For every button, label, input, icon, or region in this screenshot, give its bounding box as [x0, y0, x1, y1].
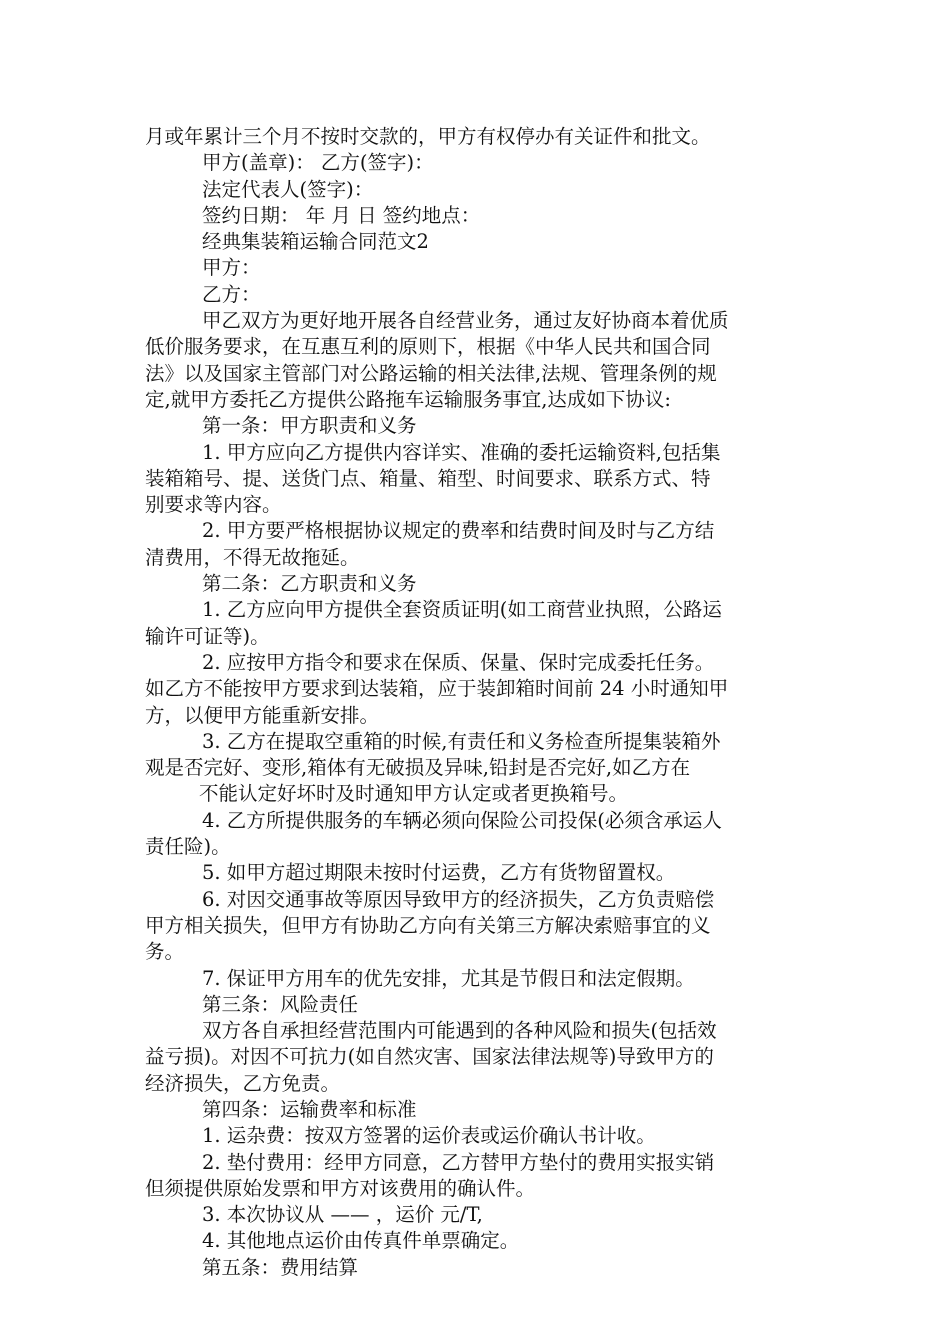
text-line: 3. 乙方在提取空重箱的时候,有责任和义务检查所提集装箱外: [202, 729, 721, 753]
text-line: 1. 运杂费：按双方签署的运价表或运价确认书计收。: [202, 1124, 656, 1148]
text-line: 不能认定好坏时及时通知甲方认定或者更换箱号。: [199, 782, 629, 806]
document-page: [145, 124, 815, 1281]
text-line: 双方各自承担经营范围内可能遇到的各种风险和损失(包括效: [202, 1019, 717, 1043]
text-line: 务。: [145, 940, 185, 964]
text-line: 乙方：: [202, 282, 261, 306]
text-line: 月或年累计三个月不按时交款的，甲方有权停办有关证件和批文。: [145, 125, 711, 148]
text-line: 2. 应按甲方指令和要求在保质、保量、保时完成委托任务。: [202, 650, 715, 674]
text-line: 益亏损)。对因不可抗力(如自然灾害、国家法律法规等)导致甲方的: [145, 1045, 714, 1069]
text-line: 5. 如甲方超过期限未按时付运费，乙方有货物留置权。: [202, 861, 676, 885]
text-line: 别要求等内容。: [145, 493, 282, 517]
article-heading: 第二条：乙方职责和义务: [202, 572, 417, 596]
text-line: 6. 对因交通事故等原因导致甲方的经济损失，乙方负责赔偿: [202, 887, 715, 911]
text-line: 签约日期： 年 月 日 签约地点：: [202, 203, 481, 227]
text-line: 观是否完好、变形,箱体有无破损及异味,铅封是否完好,如乙方在: [145, 756, 691, 780]
section-title: 经典集装箱运输合同范文2: [202, 230, 429, 254]
article-heading: 第四条：运输费率和标准: [202, 1097, 417, 1121]
text-line: 7. 保证甲方用车的优先安排，尤其是节假日和法定假期。: [202, 966, 695, 990]
text-line: 法定代表人(签字)：: [202, 177, 374, 201]
text-line: 2. 垫付费用：经甲方同意，乙方替甲方垫付的费用实报实销: [202, 1150, 715, 1174]
text-line: 4. 其他地点运价由传真件单票确定。: [202, 1229, 520, 1253]
text-line: 但须提供原始发票和甲方对该费用的确认件。: [145, 1176, 536, 1200]
text-line: 1. 甲方应向乙方提供内容详实、准确的委托运输资料,包括集: [202, 440, 721, 464]
text-line: 装箱箱号、提、送货门点、箱量、箱型、时间要求、联系方式、特: [145, 466, 711, 490]
text-line: 法》以及国家主管部门对公路运输的相关法律,法规、管理条例的规: [145, 361, 717, 385]
text-line: 2. 甲方要严格根据协议规定的费率和结费时间及时与乙方结: [202, 519, 715, 543]
text-line: 清费用，不得无故拖延。: [145, 545, 360, 569]
text-line: 定,就甲方委托乙方提供公路拖车运输服务事宜,达成如下协议:: [145, 387, 671, 411]
text-line: 4. 乙方所提供服务的车辆必须向保险公司投保(必须含承运人: [202, 808, 722, 832]
article-heading: 第一条：甲方职责和义务: [202, 414, 417, 438]
text-line: 输许可证等)。: [145, 624, 270, 648]
text-line: 3. 本次协议从 —— ，运价 元/T,: [202, 1203, 483, 1227]
text-line: 方，以便甲方能重新安排。: [145, 703, 380, 727]
text-line: 甲乙双方为更好地开展各自经营业务，通过友好协商本着优质: [202, 309, 729, 333]
text-line: 甲方：: [202, 256, 261, 280]
article-heading: 第三条：风险责任: [202, 992, 359, 1016]
article-heading: 第五条：费用结算: [202, 1255, 359, 1279]
text-line: 如乙方不能按甲方要求到达装箱，应于装卸箱时间前 24 小时通知甲: [145, 677, 729, 701]
text-line: 1. 乙方应向甲方提供全套资质证明(如工商营业执照，公路运: [202, 598, 722, 622]
text-line: 责任险)。: [145, 835, 231, 859]
text-line: 经济损失，乙方免责。: [145, 1071, 341, 1095]
text-line: 甲方(盖章)： 乙方(签字)：: [202, 151, 434, 175]
text-line: 低价服务要求，在互惠互利的原则下，根据《中华人民共和国合同: [145, 335, 711, 359]
text-line: 甲方相关损失，但甲方有协助乙方向有关第三方解决索赔事宜的义: [145, 913, 711, 937]
